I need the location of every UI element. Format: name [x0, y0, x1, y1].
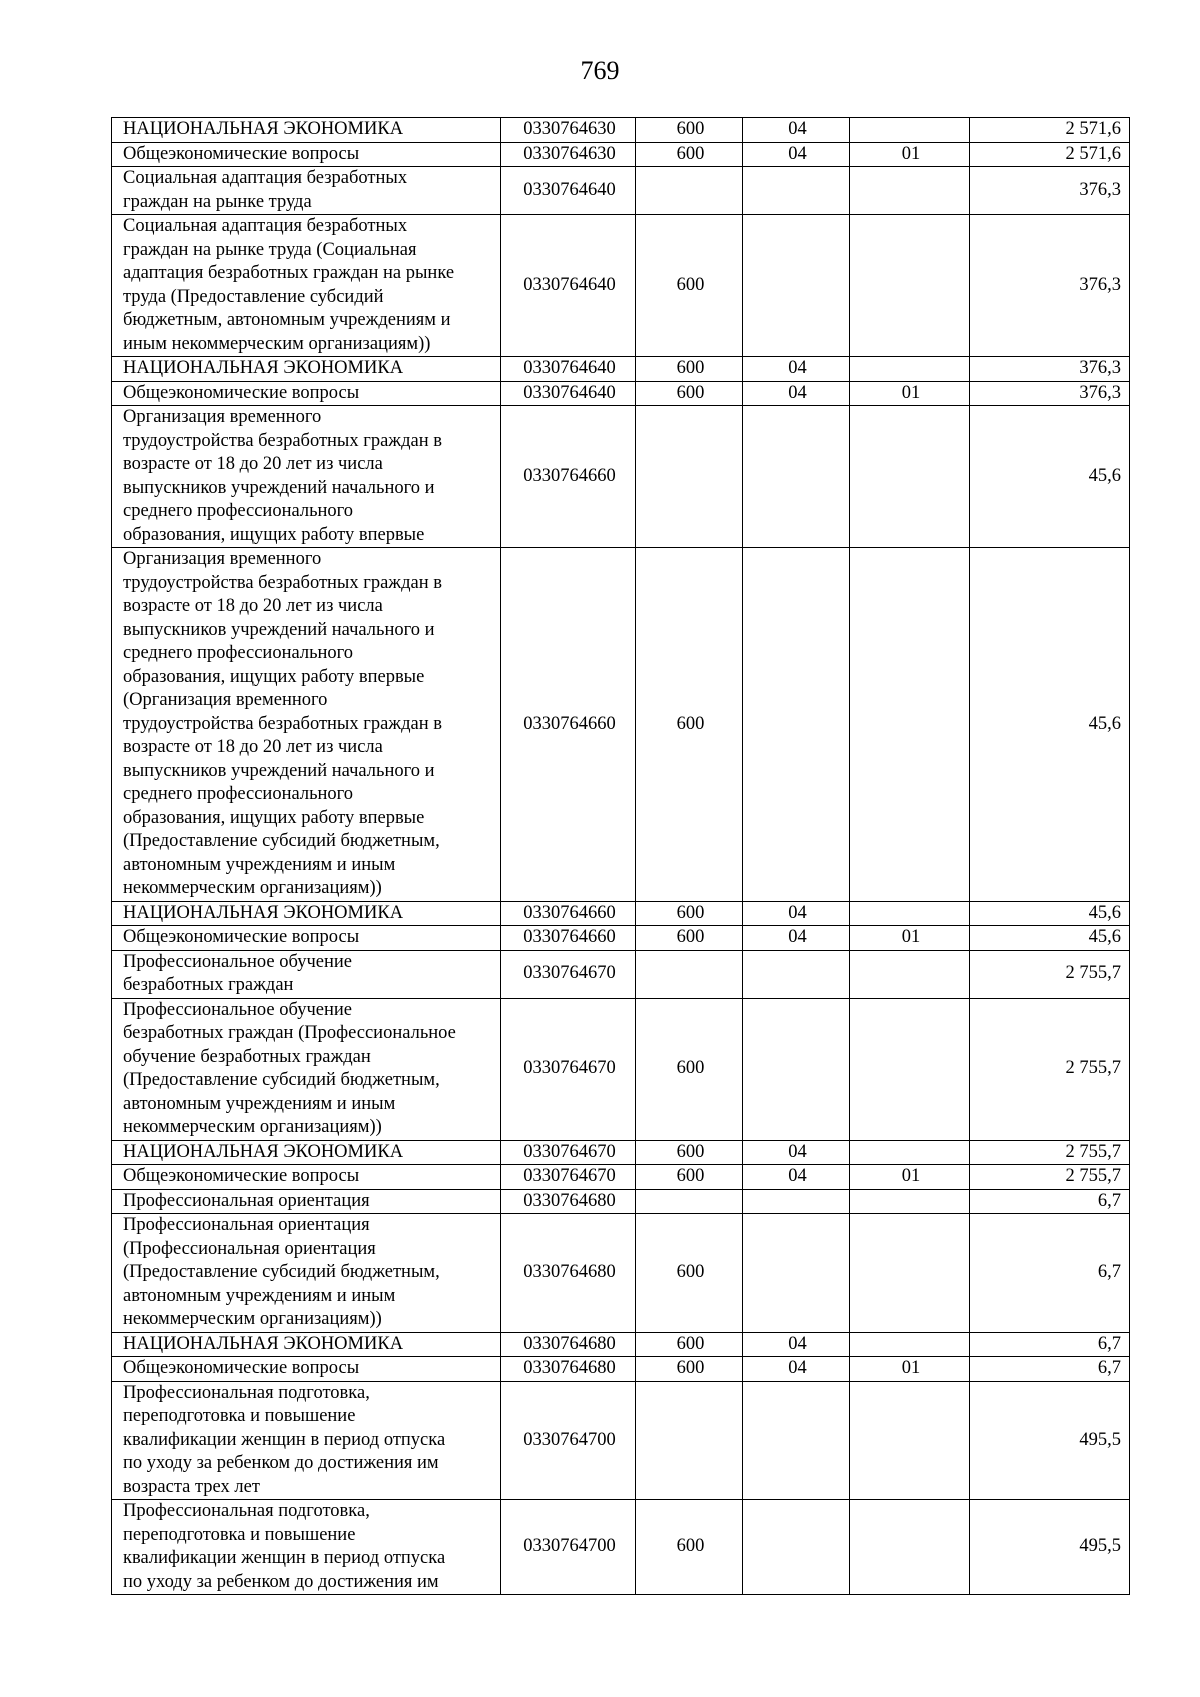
target-article-code-cell: 0330764670: [501, 1165, 636, 1190]
row-name-cell: Социальная адаптация безработных граждан на рынке труда: [112, 167, 501, 215]
table-row: [112, 1189, 1130, 1214]
expense-type-cell: [636, 950, 743, 998]
amount-cell: 45,6: [970, 406, 1130, 548]
table-row: [112, 901, 1130, 926]
target-article-code-cell: 0330764660: [501, 548, 636, 902]
amount-cell: 6,7: [970, 1332, 1130, 1357]
expense-type-cell: 600: [636, 1357, 743, 1382]
target-article-code-cell: 0330764640: [501, 357, 636, 382]
subsection-cell: [850, 215, 970, 357]
row-name-cell: Профессиональная подготовка, переподготовка и повышение квалификации женщин в период отпуска по уходу за ребенком до достижения им возраста трех лет: [112, 1381, 501, 1500]
table-row: [112, 1165, 1130, 1190]
target-article-code-cell: 0330764680: [501, 1332, 636, 1357]
target-article-code-cell: 0330764700: [501, 1500, 636, 1595]
section-cell: 04: [743, 118, 850, 143]
table-row: [112, 118, 1130, 143]
table-row: [112, 998, 1130, 1140]
section-cell: [743, 1500, 850, 1595]
target-article-code-cell: 0330764640: [501, 381, 636, 406]
row-name-cell: Общеэкономические вопросы: [112, 1165, 501, 1190]
target-article-code-cell: 0330764670: [501, 998, 636, 1140]
amount-cell: 45,6: [970, 548, 1130, 902]
amount-cell: 2 755,7: [970, 998, 1130, 1140]
target-article-code-cell: 0330764680: [501, 1357, 636, 1382]
row-name-cell: Профессиональная подготовка, переподготовка и повышение квалификации женщин в период отпуска по уходу за ребенком до достижения им: [112, 1500, 501, 1595]
table-row: [112, 167, 1130, 215]
subsection-cell: [850, 548, 970, 902]
section-cell: 04: [743, 1140, 850, 1165]
expense-type-cell: 600: [636, 926, 743, 951]
expense-type-cell: 600: [636, 901, 743, 926]
row-name-cell: НАЦИОНАЛЬНАЯ ЭКОНОМИКА: [112, 901, 501, 926]
amount-cell: 376,3: [970, 381, 1130, 406]
section-cell: 04: [743, 1357, 850, 1382]
expense-type-cell: 600: [636, 1140, 743, 1165]
amount-cell: 6,7: [970, 1214, 1130, 1333]
section-cell: [743, 406, 850, 548]
target-article-code-cell: 0330764640: [501, 215, 636, 357]
row-name-cell: Профессиональная ориентация: [112, 1189, 501, 1214]
section-cell: [743, 215, 850, 357]
target-article-code-cell: 0330764670: [501, 1140, 636, 1165]
budget-table: [111, 117, 1130, 1595]
table-row: [112, 1140, 1130, 1165]
table-row: [112, 926, 1130, 951]
amount-cell: 2 755,7: [970, 950, 1130, 998]
budget-table-body: [112, 118, 1130, 1595]
table-row: [112, 1214, 1130, 1333]
table-row: [112, 1381, 1130, 1500]
target-article-code-cell: 0330764660: [501, 406, 636, 548]
expense-type-cell: 600: [636, 142, 743, 167]
amount-cell: 2 571,6: [970, 142, 1130, 167]
row-name-cell: Профессиональная ориентация (Профессиональная ориентация (Предоставление субсидий бюджетным, автономным учреждениям и иным некоммерческим организациям)): [112, 1214, 501, 1333]
expense-type-cell: 600: [636, 1332, 743, 1357]
row-name-cell: Общеэкономические вопросы: [112, 142, 501, 167]
expense-type-cell: [636, 406, 743, 548]
expense-type-cell: 600: [636, 998, 743, 1140]
section-cell: 04: [743, 901, 850, 926]
row-name-cell: НАЦИОНАЛЬНАЯ ЭКОНОМИКА: [112, 118, 501, 143]
amount-cell: 376,3: [970, 215, 1130, 357]
section-cell: 04: [743, 381, 850, 406]
expense-type-cell: [636, 1189, 743, 1214]
subsection-cell: [850, 950, 970, 998]
subsection-cell: [850, 357, 970, 382]
page-number: 769: [580, 56, 620, 85]
subsection-cell: [850, 406, 970, 548]
section-cell: [743, 1214, 850, 1333]
target-article-code-cell: 0330764640: [501, 167, 636, 215]
section-cell: 04: [743, 926, 850, 951]
amount-cell: 6,7: [970, 1189, 1130, 1214]
subsection-cell: [850, 998, 970, 1140]
target-article-code-cell: 0330764700: [501, 1381, 636, 1500]
row-name-cell: НАЦИОНАЛЬНАЯ ЭКОНОМИКА: [112, 1140, 501, 1165]
target-article-code-cell: 0330764680: [501, 1214, 636, 1333]
target-article-code-cell: 0330764670: [501, 950, 636, 998]
subsection-cell: [850, 1189, 970, 1214]
row-name-cell: Организация временного трудоустройства безработных граждан в возрасте от 18 до 20 лет из числа выпускников учреждений начального и среднего профессионального образования, ищущих работу впервые: [112, 406, 501, 548]
row-name-cell: Общеэкономические вопросы: [112, 1357, 501, 1382]
expense-type-cell: 600: [636, 357, 743, 382]
section-cell: [743, 950, 850, 998]
amount-cell: 495,5: [970, 1381, 1130, 1500]
expense-type-cell: [636, 167, 743, 215]
subsection-cell: [850, 118, 970, 143]
amount-cell: 2 755,7: [970, 1165, 1130, 1190]
row-name-cell: Организация временного трудоустройства безработных граждан в возрасте от 18 до 20 лет из числа выпускников учреждений начального и среднего профессионального образования, ищущих работу впервые (Организация временного трудоустройства безработных граждан в возрасте от 18 до 20 лет из числа выпускников учреждений начального и среднего профессионального образования, ищущих работу впервые (Предоставление субсидий бюджетным, автономным учреждениям и иным некоммерческим организациям)): [112, 548, 501, 902]
row-name-cell: НАЦИОНАЛЬНАЯ ЭКОНОМИКА: [112, 357, 501, 382]
subsection-cell: [850, 1140, 970, 1165]
table-row: [112, 548, 1130, 902]
expense-type-cell: 600: [636, 215, 743, 357]
section-cell: [743, 1381, 850, 1500]
section-cell: [743, 167, 850, 215]
subsection-cell: [850, 901, 970, 926]
row-name-cell: Социальная адаптация безработных граждан на рынке труда (Социальная адаптация безработных граждан на рынке труда (Предоставление субсидий бюджетным, автономным учреждениям и иным некоммерческим организациям)): [112, 215, 501, 357]
subsection-cell: [850, 1332, 970, 1357]
table-row: [112, 381, 1130, 406]
row-name-cell: Общеэкономические вопросы: [112, 926, 501, 951]
subsection-cell: [850, 1214, 970, 1333]
subsection-cell: 01: [850, 381, 970, 406]
row-name-cell: Профессиональное обучение безработных граждан (Профессиональное обучение безработных граждан (Предоставление субсидий бюджетным, автономным учреждениям и иным некоммерческим организациям)): [112, 998, 501, 1140]
subsection-cell: 01: [850, 1165, 970, 1190]
table-row: [112, 406, 1130, 548]
subsection-cell: 01: [850, 1357, 970, 1382]
subsection-cell: [850, 167, 970, 215]
expense-type-cell: [636, 1381, 743, 1500]
expense-type-cell: 600: [636, 1165, 743, 1190]
target-article-code-cell: 0330764680: [501, 1189, 636, 1214]
expense-type-cell: 600: [636, 118, 743, 143]
subsection-cell: 01: [850, 142, 970, 167]
row-name-cell: Профессиональное обучение безработных граждан: [112, 950, 501, 998]
amount-cell: 45,6: [970, 926, 1130, 951]
amount-cell: 2 571,6: [970, 118, 1130, 143]
expense-type-cell: 600: [636, 1214, 743, 1333]
section-cell: 04: [743, 1165, 850, 1190]
table-row: [112, 142, 1130, 167]
table-row: [112, 1332, 1130, 1357]
expense-type-cell: 600: [636, 548, 743, 902]
target-article-code-cell: 0330764630: [501, 118, 636, 143]
section-cell: 04: [743, 142, 850, 167]
amount-cell: 2 755,7: [970, 1140, 1130, 1165]
section-cell: 04: [743, 1332, 850, 1357]
section-cell: [743, 1189, 850, 1214]
amount-cell: 45,6: [970, 901, 1130, 926]
target-article-code-cell: 0330764630: [501, 142, 636, 167]
expense-type-cell: 600: [636, 1500, 743, 1595]
amount-cell: 495,5: [970, 1500, 1130, 1595]
section-cell: 04: [743, 357, 850, 382]
table-row: [112, 950, 1130, 998]
table-row: [112, 215, 1130, 357]
subsection-cell: [850, 1381, 970, 1500]
amount-cell: 376,3: [970, 357, 1130, 382]
table-row: [112, 357, 1130, 382]
target-article-code-cell: 0330764660: [501, 926, 636, 951]
subsection-cell: [850, 1500, 970, 1595]
table-row: [112, 1500, 1130, 1595]
expense-type-cell: 600: [636, 381, 743, 406]
target-article-code-cell: 0330764660: [501, 901, 636, 926]
subsection-cell: 01: [850, 926, 970, 951]
section-cell: [743, 548, 850, 902]
amount-cell: 376,3: [970, 167, 1130, 215]
amount-cell: 6,7: [970, 1357, 1130, 1382]
section-cell: [743, 998, 850, 1140]
row-name-cell: Общеэкономические вопросы: [112, 381, 501, 406]
table-row: [112, 1357, 1130, 1382]
row-name-cell: НАЦИОНАЛЬНАЯ ЭКОНОМИКА: [112, 1332, 501, 1357]
